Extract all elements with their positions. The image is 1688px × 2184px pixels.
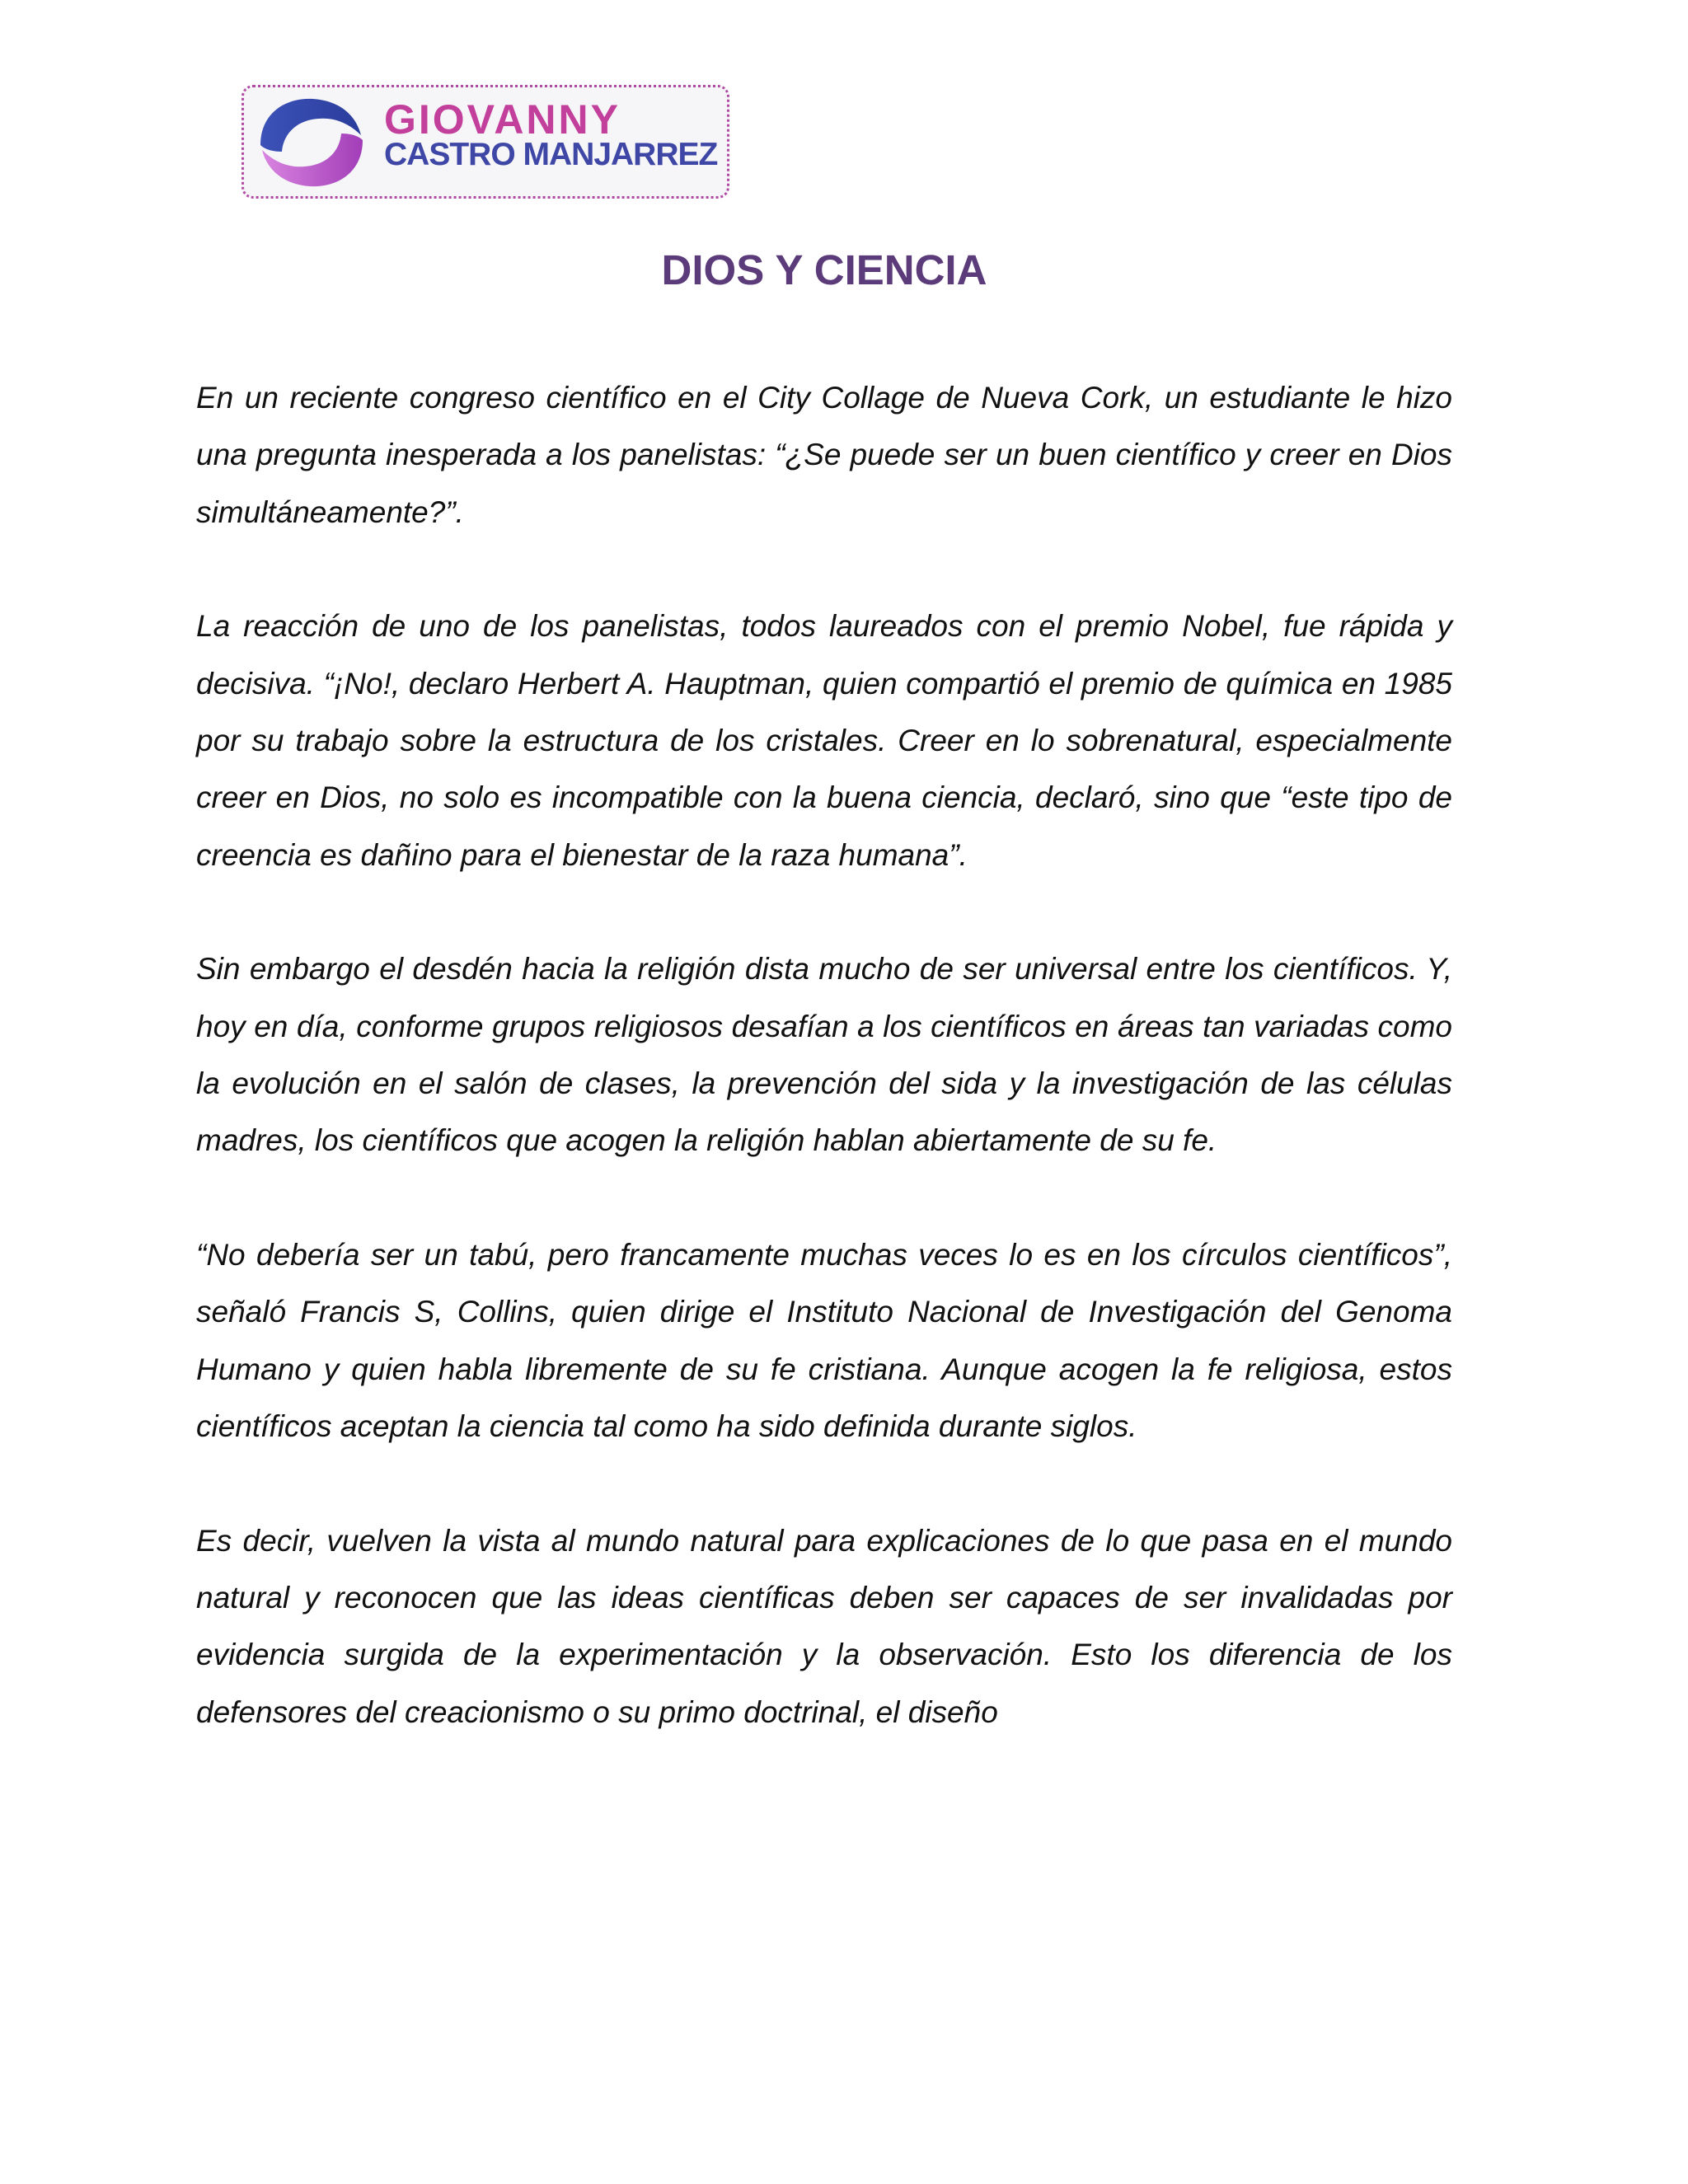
logo [241,85,729,199]
logo-line-2: CASTRO MANJARREZ [384,137,718,172]
document-body [196,369,1452,1797]
logo-swirl-icon [254,94,369,191]
paragraph-4: “No debería ser un tabú, pero francamente muchas veces lo es en los círculos científicos”, señaló Francis S, Collins, quien dirige el Instituto Nacional de Investigación del Genoma Humano y quien habla libremente de su fe cristiana. Aunque acogen la fe religiosa, estos científicos aceptan la ciencia tal como ha sido definida durante siglos. [196,1237,1452,1444]
page-title: DIOS Y CIENCIA [661,246,987,293]
paragraph-5: Es decir, vuelven la vista al mundo natural para explicaciones de lo que pasa en el mundo natural y reconocen que las ideas científicas deben ser capaces de ser invalidadas por evidencia surgida de la experimentación y la observación. Esto los diferencia de los defensores del creacionismo o su primo doctrinal, el diseño [196,1523,1452,1729]
paragraph-2: La reacción de uno de los panelistas, todos laureados con el premio Nobel, fue rápida y decisiva. “¡No!, declaro Herbert A. Hauptman, quien compartió el premio de química en 1985 por su trabajo sobre la estructura de los cristales. Creer en lo sobrenatural, especialmente creer en Dios, no solo es incompatible con la buena ciencia, declaró, sino que “este tipo de creencia es dañino para el bienestar de la raza humana”. [196,609,1452,872]
paragraph-1: En un reciente congreso científico en el City Collage de Nueva Cork, un estudiante le hizo una pregunta inesperada a los panelistas: “¿Se puede ser un buen científico y creer en Dios simultáneamente?”. [196,381,1452,529]
logo-line-1: GIOVANNY [384,96,621,143]
paragraph-3: Sin embargo el desdén hacia la religión dista mucho de ser universal entre los científicos. Y, hoy en día, conforme grupos religiosos desafían a los científicos en áreas tan variadas como la evolución en el salón de clases, la prevención del sida y la investigación de las células madres, los científicos que acogen la religión hablan abiertamente de su fe. [196,952,1452,1158]
